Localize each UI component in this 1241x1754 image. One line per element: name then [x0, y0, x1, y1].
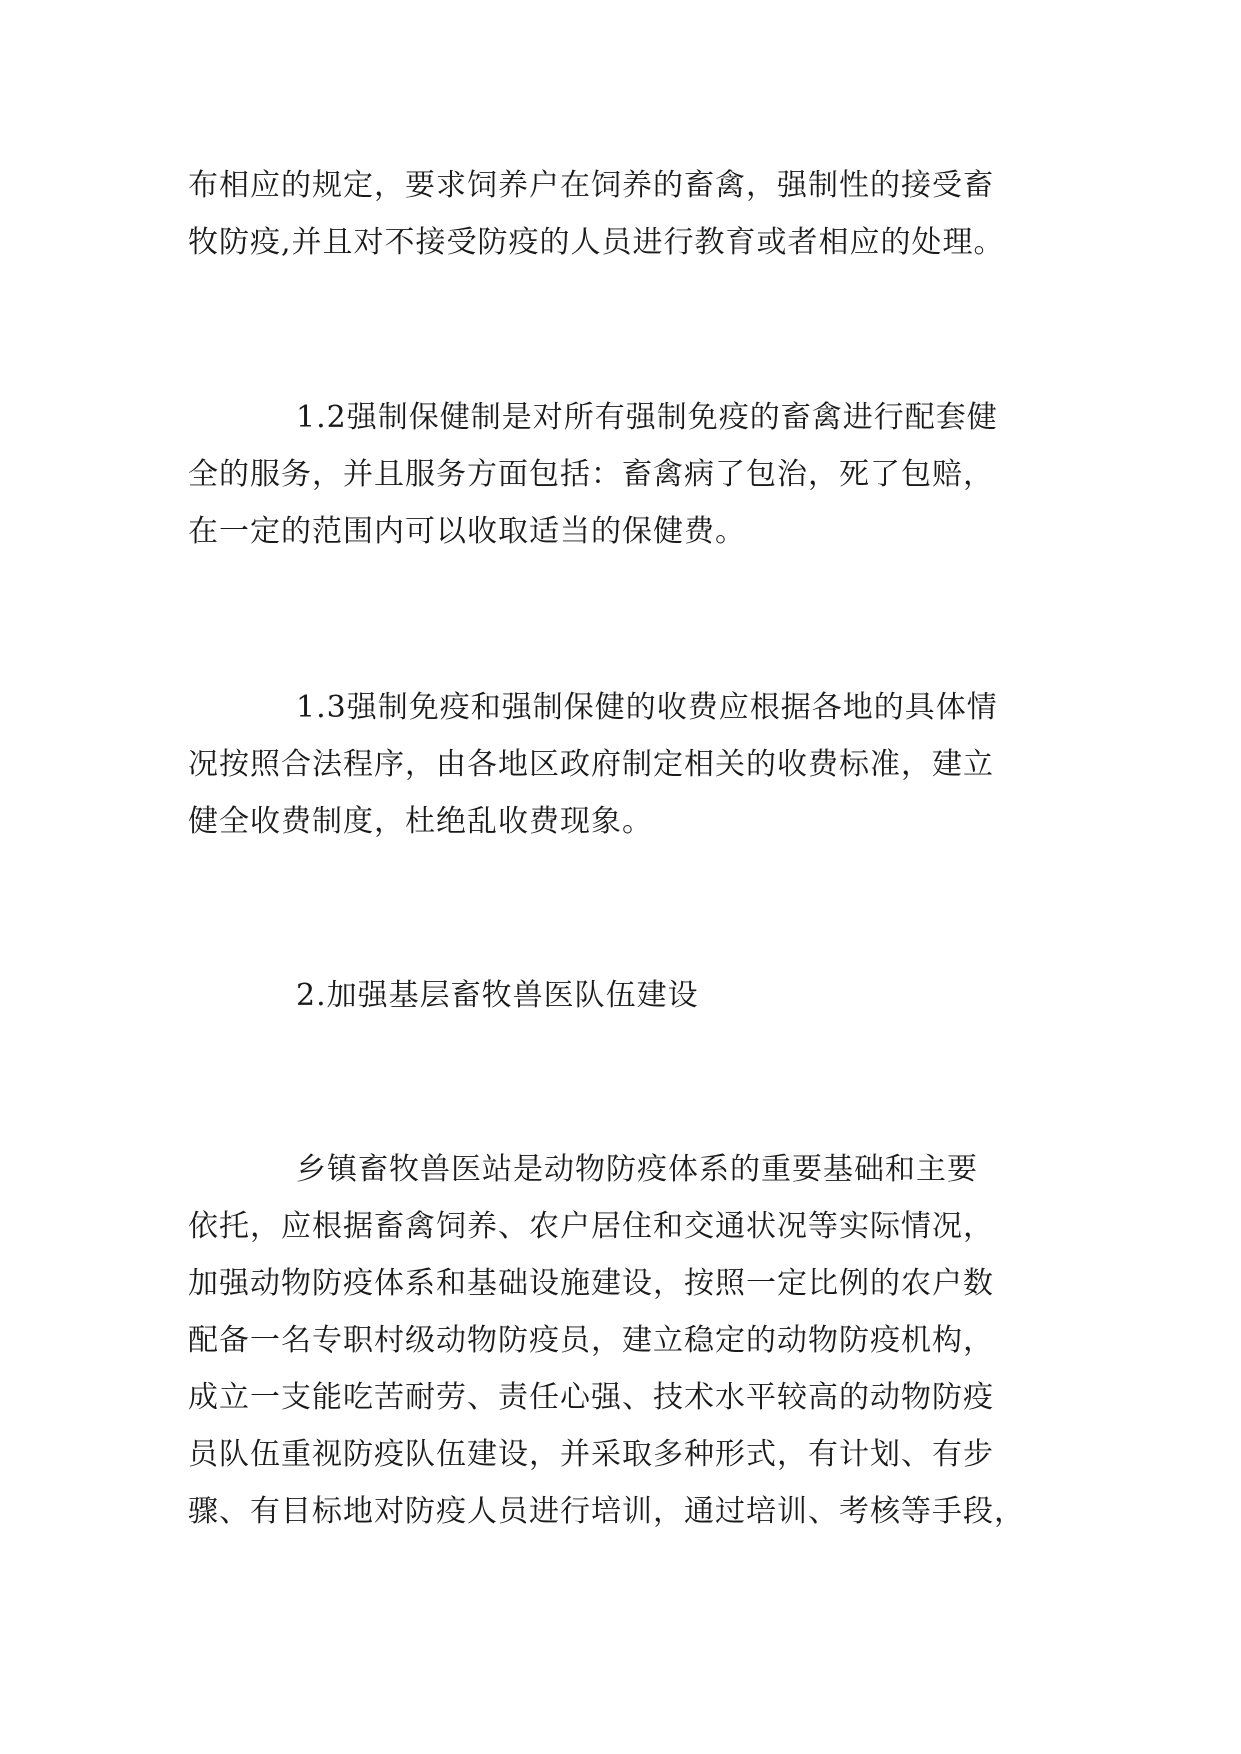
paragraph-line: 牧防疫,并且对不接受防疫的人员进行教育或者相应的处理。 [188, 225, 1005, 260]
paragraph-line: 健全收费制度，杜绝乱收费现象。 [188, 804, 653, 839]
section-heading: 2.加强基层畜牧兽医队伍建设 [296, 978, 699, 1013]
paragraph-line: 1.2强制保健制是对所有强制免疫的畜禽进行配套健 [296, 400, 998, 435]
paragraph-line: 况按照合法程序，由各地区政府制定相关的收费标准，建立 [188, 747, 994, 782]
paragraph-line: 成立一支能吃苦耐劳、责任心强、技术水平较高的动物防疫 [188, 1380, 994, 1415]
paragraph-line: 配备一名专职村级动物防疫员，建立稳定的动物防疫机构， [188, 1323, 994, 1358]
paragraph-line: 布相应的规定，要求饲养户在饲养的畜禽，强制性的接受畜 [188, 168, 994, 203]
paragraph-line: 骤、有目标地对防疫人员进行培训，通过培训、考核等手段， [188, 1494, 1025, 1529]
paragraph-line: 1.3强制免疫和强制保健的收费应根据各地的具体情 [296, 690, 998, 725]
paragraph-line: 在一定的范围内可以收取适当的保健费。 [188, 514, 746, 549]
paragraph-line: 加强动物防疫体系和基础设施建设，按照一定比例的农户数 [188, 1266, 994, 1301]
paragraph-line: 乡镇畜牧兽医站是动物防疫体系的重要基础和主要 [296, 1152, 978, 1187]
paragraph-line: 依托，应根据畜禽饲养、农户居住和交通状况等实际情况， [188, 1209, 994, 1244]
paragraph-line: 员队伍重视防疫队伍建设，并采取多种形式，有计划、有步 [188, 1437, 994, 1472]
paragraph-line: 全的服务，并且服务方面包括：畜禽病了包治，死了包赔， [188, 457, 994, 492]
